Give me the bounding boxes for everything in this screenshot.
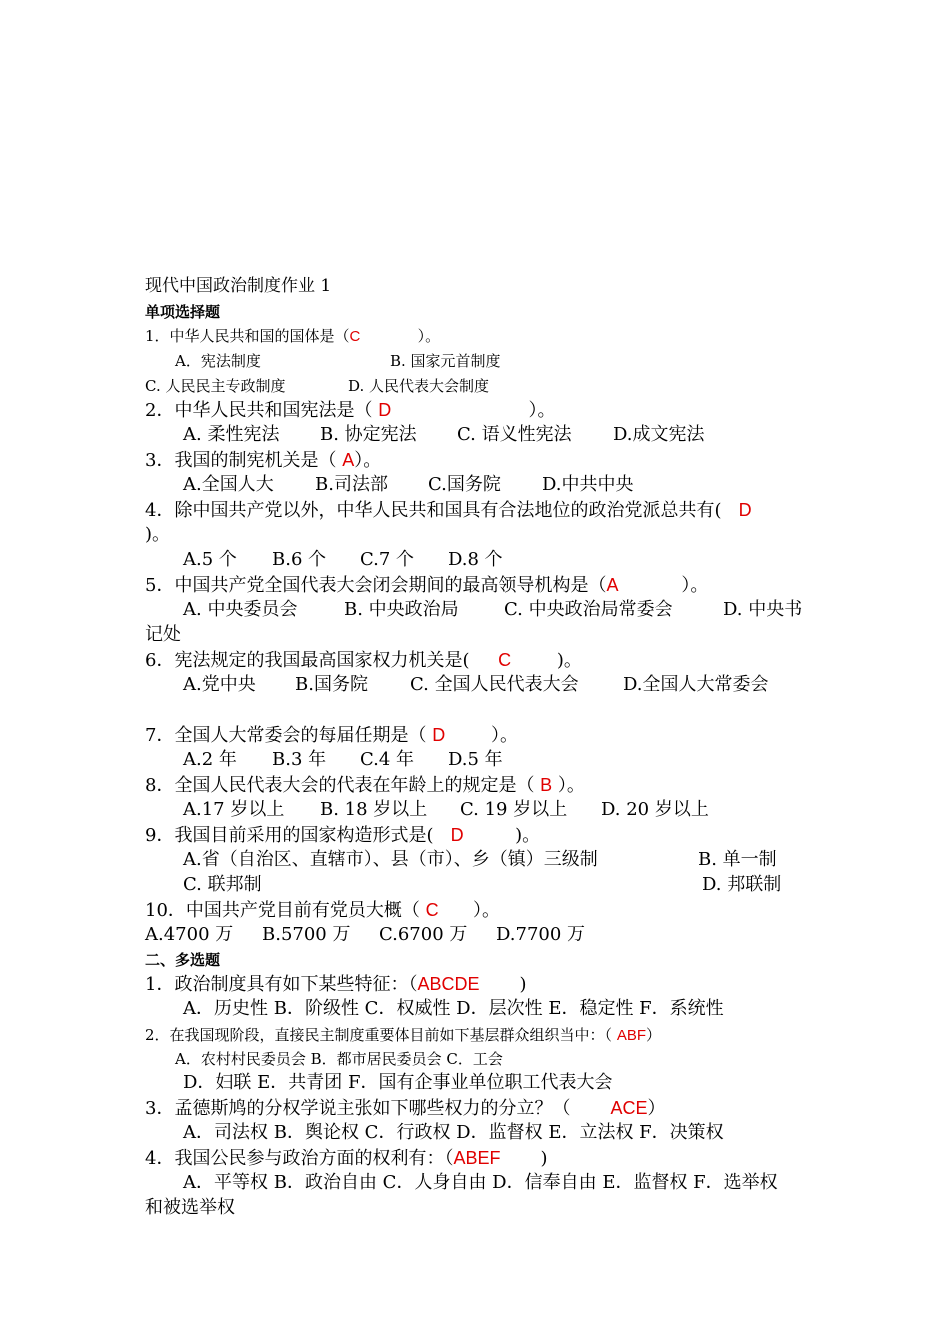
- multi-question-2: 2．在我国现阶段，直接民主制度重要体目前如下基层群众组织当中：（ ABF）: [145, 1026, 662, 1044]
- multi-question-3: 3．孟德斯鸠的分权学说主张如下哪些权力的分立？（ ACE）: [145, 1098, 666, 1119]
- question-6: 6．宪法规定的我国最高国家权力机关是( C )。: [145, 650, 582, 671]
- q7-option-a: A.2 年: [183, 749, 237, 770]
- q5-option-a: A. 中央委员会: [183, 599, 298, 620]
- m3-options: A．司法权 B．舆论权 C．行政权 D．监督权 E．立法权 F．决策权: [183, 1122, 724, 1143]
- question-4: 4．除中国共产党以外，中华人民共和国具有合法地位的政治党派总共有( D: [145, 500, 752, 521]
- q10-option-a: A.4700 万: [145, 924, 234, 945]
- m4-options-cont: 和被选举权: [145, 1197, 235, 1218]
- section-multi-choice: 二、多选题: [145, 951, 221, 969]
- q2-option-d: D.成文宪法: [613, 424, 705, 445]
- q1-option-b: B. 国家元首制度: [390, 352, 501, 370]
- q10-option-b: B.5700 万: [262, 924, 351, 945]
- q3-option-c: C.国务院: [428, 474, 501, 495]
- q3-option-d: D.中共中央: [542, 474, 634, 495]
- q8-option-a: A.17 岁以上: [183, 799, 285, 820]
- multi-answer-3: ACE: [610, 1098, 648, 1118]
- q7-option-c: C.4 年: [360, 749, 415, 770]
- q5-option-d-cont: 记处: [145, 624, 181, 645]
- question-2: 2．中华人民共和国宪法是（ D ）。: [145, 400, 556, 421]
- answer-4: D: [738, 500, 752, 520]
- question-8: 8．全国人民代表大会的代表在年龄上的规定是（ B ）。: [145, 775, 585, 796]
- m4-options: A．平等权 B．政治自由 C．人身自由 D．信奉自由 E．监督权 F．选举权: [183, 1172, 778, 1193]
- m2-options-line2: D．妇联 E．共青团 F．国有企事业单位职工代表大会: [183, 1072, 613, 1093]
- q9-option-a: A.省（自治区、直辖市）、县（市）、乡（镇）三级制: [183, 849, 598, 870]
- answer-8: B: [540, 775, 553, 795]
- q6-option-b: B.国务院: [295, 674, 368, 695]
- multi-question-4: 4．我国公民参与政治方面的权利有：（ABEF ): [145, 1148, 548, 1169]
- q7-option-b: B.3 年: [272, 749, 327, 770]
- q8-option-c: C. 19 岁以上: [460, 799, 568, 820]
- q9-option-c: C. 联邦制: [183, 874, 262, 895]
- answer-10: C: [425, 900, 439, 920]
- q4-option-b: B.6 个: [272, 549, 327, 570]
- q10-option-c: C.6700 万: [379, 924, 468, 945]
- q4-option-c: C.7 个: [360, 549, 415, 570]
- q6-option-a: A.党中央: [183, 674, 256, 695]
- question-9: 9．我国目前采用的国家构造形式是( D )。: [145, 825, 541, 846]
- question-1: 1．中华人民共和国的国体是（C ）。: [145, 327, 441, 345]
- q3-option-a: A.全国人大: [183, 474, 274, 495]
- answer-2: D: [378, 400, 392, 420]
- m1-options: A．历史性 B．阶级性 C．权威性 D．层次性 E．稳定性 F．系统性: [183, 998, 724, 1019]
- question-3: 3．我国的制宪机关是（ A）。: [145, 450, 382, 471]
- q10-option-d: D.7700 万: [496, 924, 586, 945]
- q6-option-c: C. 全国人民代表大会: [410, 674, 579, 695]
- question-7: 7．全国人大常委会的每届任期是（ D ）。: [145, 725, 518, 746]
- q5-option-b: B. 中央政治局: [344, 599, 459, 620]
- q8-option-d: D. 20 岁以上: [601, 799, 709, 820]
- q9-option-b: B. 单一制: [698, 849, 777, 870]
- q3-option-b: B.司法部: [315, 474, 388, 495]
- question-10: 10．中国共产党目前有党员大概（ C ）。: [145, 900, 500, 921]
- doc-title: 现代中国政治制度作业 1: [145, 276, 332, 296]
- q2-option-b: B. 协定宪法: [320, 424, 417, 445]
- q5-option-c: C. 中央政治局常委会: [504, 599, 673, 620]
- question-4-cont: )。: [145, 524, 171, 545]
- q2-option-a: A. 柔性宪法: [183, 424, 280, 445]
- q5-option-d: D. 中央书: [723, 599, 803, 620]
- q2-option-c: C. 语义性宪法: [457, 424, 572, 445]
- answer-6: C: [498, 650, 512, 670]
- q1-option-d: D. 人民代表大会制度: [348, 377, 490, 395]
- q7-option-d: D.5 年: [448, 749, 503, 770]
- question-5: 5．中国共产党全国代表大会闭会期间的最高领导机构是（A ）。: [145, 575, 709, 596]
- q1-option-c: C. 人民民主专政制度: [145, 377, 286, 395]
- multi-answer-1: ABCDE: [417, 974, 480, 994]
- answer-7: D: [432, 725, 446, 745]
- multi-answer-4: ABEF: [453, 1148, 501, 1168]
- q9-option-d: D. 邦联制: [702, 874, 782, 895]
- q1-option-a: A．宪法制度: [175, 352, 261, 370]
- section-single-choice: 单项选择题: [145, 303, 221, 321]
- m2-options-line1: A．农村村民委员会 B．都市居民委员会 C．工会: [175, 1050, 503, 1068]
- answer-5: A: [606, 575, 619, 595]
- q4-option-d: D.8 个: [448, 549, 503, 570]
- multi-answer-2: ABF: [616, 1027, 647, 1044]
- q6-option-d: D.全国人大常委会: [623, 674, 769, 695]
- q8-option-b: B. 18 岁以上: [320, 799, 428, 820]
- answer-1: C: [349, 328, 361, 345]
- multi-question-1: 1．政治制度具有如下某些特征：（ABCDE ): [145, 974, 527, 995]
- answer-9: D: [450, 825, 464, 845]
- q4-option-a: A.5 个: [183, 549, 237, 570]
- answer-3: A: [342, 450, 355, 470]
